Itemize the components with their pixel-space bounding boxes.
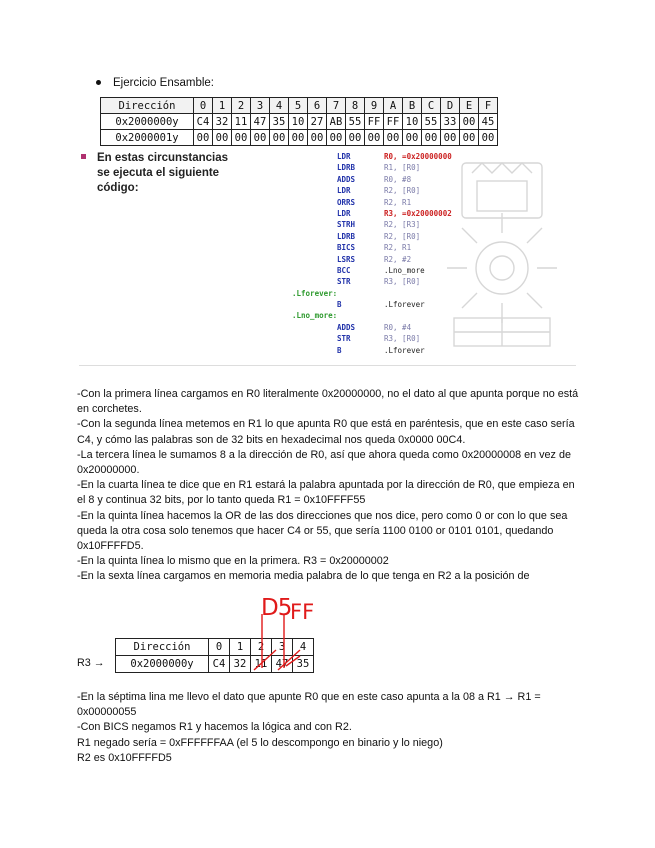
code-operands: .Lforever (384, 300, 425, 310)
code-opcode: ORRS (337, 197, 356, 207)
slide-text-line: se ejecuta el siguiente (97, 167, 220, 179)
byte-cell: 3 (272, 639, 293, 656)
byte-cell: 00 (194, 130, 213, 146)
byte-cell: 45 (479, 114, 498, 130)
paragraph: -Con BICS negamos R1 y hacemos la lógica and con R2. (77, 721, 352, 734)
byte-cell: 9 (365, 98, 384, 114)
byte-cell: 10 (403, 114, 422, 130)
code-operands: R2, [R3] (384, 220, 421, 230)
paragraph: -En la quinta línea lo mismo que en la primera. R3 = 0x20000002 (77, 555, 389, 568)
byte-cell: 00 (365, 130, 384, 146)
byte-cell: 00 (460, 114, 479, 130)
address-cell: Dirección (101, 98, 194, 114)
address-cell: 0x2000000y (101, 114, 194, 130)
code-opcode: ADDS (337, 174, 356, 184)
code-operands: R2, [R0] (384, 231, 421, 241)
paragraph: -Con la segunda línea metemos en R1 lo que apunta R0 que está en paréntesis, que en este caso sería C4, y cómo las palabras son de 32 bits en hexadecimal nos queda 0x0000 00C4. (77, 418, 575, 446)
university-crest-icon (432, 153, 572, 353)
code-operands: R2, R1 (384, 197, 412, 207)
byte-cell: 3 (251, 98, 270, 114)
code-label: .Lforever: (292, 288, 338, 298)
byte-cell: 4 (293, 639, 314, 656)
table-row (101, 114, 498, 130)
code-operands: R0, #4 (384, 322, 412, 332)
byte-cell: 7 (327, 98, 346, 114)
byte-cell: B (403, 98, 422, 114)
byte-cell: 11 (232, 114, 251, 130)
code-opcode: B (337, 345, 342, 355)
byte-cell: D (441, 98, 460, 114)
byte-cell: 00 (384, 130, 403, 146)
address-cell: 0x2000000y (116, 656, 209, 673)
bullet-dot-icon (96, 80, 101, 85)
code-opcode: LDR (337, 186, 351, 196)
small-memory-table (115, 638, 314, 673)
paragraph: R1 negado sería = 0xFFFFFFAA (el 5 lo descompongo en binario y lo niego) (77, 736, 443, 749)
table-row (101, 98, 498, 114)
code-opcode: LDR (337, 152, 351, 161)
byte-cell: 47 (251, 114, 270, 130)
byte-cell: 5 (289, 98, 308, 114)
code-operands: .Lforever (384, 345, 425, 355)
byte-cell: 55 (346, 114, 365, 130)
byte-cell: 11 (251, 656, 272, 673)
bullet-heading-text: Ejercicio Ensamble: (113, 77, 214, 89)
byte-cell: F (479, 98, 498, 114)
byte-cell: C (422, 98, 441, 114)
explanation-paragraphs-2 (77, 690, 582, 766)
code-opcode: LDRB (337, 231, 356, 241)
byte-cell: FF (365, 114, 384, 130)
memory-table (100, 97, 498, 146)
byte-cell: 27 (308, 114, 327, 130)
code-operands: R3, [R0] (384, 334, 421, 344)
code-operands: R2, R1 (384, 243, 412, 253)
byte-cell: 00 (403, 130, 422, 146)
byte-cell: 00 (479, 130, 498, 146)
table-row (101, 130, 498, 146)
address-cell: Dirección (116, 639, 209, 656)
code-opcode: LSRS (337, 254, 356, 264)
slide-bullet-icon (81, 154, 86, 159)
slide-text-line: código: (97, 182, 139, 194)
byte-cell: 00 (270, 130, 289, 146)
byte-cell: 8 (346, 98, 365, 114)
paragraph: -Con la primera línea cargamos en R0 literalmente 0x20000000, no el dato al que apunta porque no está en corchetes. (77, 388, 579, 416)
byte-cell: C4 (194, 114, 213, 130)
slide-text (97, 151, 247, 196)
byte-cell: 1 (230, 639, 251, 656)
byte-cell: 00 (232, 130, 251, 146)
byte-cell: 00 (422, 130, 441, 146)
byte-cell: 00 (327, 130, 346, 146)
byte-cell: AB (327, 114, 346, 130)
byte-cell: 0 (194, 98, 213, 114)
byte-cell: FF (384, 114, 403, 130)
code-opcode: BCC (337, 265, 351, 275)
bullet-heading (96, 77, 214, 89)
code-operands: R2, [R0] (384, 186, 421, 196)
paragraph: -En la cuarta línea te dice que en R1 estará la palabra apuntada por la dirección de R0, que empieza en el 8 y continua 32 bits, por lo tanto queda R1 = 0x10FFFF55 (77, 479, 575, 507)
byte-cell: 2 (232, 98, 251, 114)
paragraph: -En la quinta línea hacemos la OR de las dos direcciones que nos dice, pero como 0 or con lo que sea queda la otra cosa solo tenemos que hacer C4 or 55, que sería 1100 0100 or 0101 0101, quedando 0x10FFFFD5. (77, 509, 568, 553)
code-opcode: ADDS (337, 322, 356, 332)
code-operands: R0, =0x20000000 (384, 152, 452, 161)
explanation-paragraphs (77, 387, 582, 585)
byte-cell: 6 (308, 98, 327, 114)
byte-cell: 10 (289, 114, 308, 130)
paragraph: -En la sexta línea cargamos en memoria media palabra de lo que tenga en R2 a la posición de (77, 570, 530, 583)
code-opcode: BICS (337, 243, 356, 253)
table-row (116, 639, 314, 656)
code-operands: R3, =0x20000002 (384, 208, 452, 218)
byte-cell: 00 (308, 130, 327, 146)
r3-label: R3 → (77, 657, 105, 669)
byte-cell: 00 (289, 130, 308, 146)
paragraph: -En la séptima lina me llevo el dato que apunte R0 que en este caso apunta a la 08 a R1 → R1 = 0x00000055 (77, 691, 541, 719)
byte-cell: 32 (213, 114, 232, 130)
slide-image (79, 147, 576, 366)
byte-cell: 00 (346, 130, 365, 146)
code-opcode: STR (337, 277, 351, 287)
byte-cell: 55 (422, 114, 441, 130)
byte-cell: 35 (293, 656, 314, 673)
byte-cell: 00 (213, 130, 232, 146)
table-row (116, 656, 314, 673)
byte-cell: 0 (209, 639, 230, 656)
byte-cell: C4 (209, 656, 230, 673)
code-opcode: LDRB (337, 163, 356, 173)
code-operands: R2, #2 (384, 254, 412, 264)
paragraph: R2 es 0x10FFFFD5 (77, 751, 172, 764)
byte-cell: 00 (441, 130, 460, 146)
byte-cell: 35 (270, 114, 289, 130)
byte-cell: 4 (270, 98, 289, 114)
address-cell: 0x2000001y (101, 130, 194, 146)
code-operands: R3, [R0] (384, 277, 421, 287)
handwritten-note-2: FF (290, 600, 315, 624)
code-opcode: STRH (337, 220, 356, 230)
code-operands: .Lno_more (384, 265, 425, 275)
byte-cell: 33 (441, 114, 460, 130)
code-opcode: LDR (337, 208, 351, 218)
byte-cell: 00 (251, 130, 270, 146)
code-opcode: STR (337, 334, 351, 344)
code-opcode: B (337, 300, 342, 310)
byte-cell: 47 (272, 656, 293, 673)
code-label: .Lno_more: (292, 311, 338, 321)
byte-cell: 32 (230, 656, 251, 673)
code-operands: R0, #8 (384, 174, 412, 184)
slide-text-line: En estas circunstancias (97, 152, 229, 164)
byte-cell: 2 (251, 639, 272, 656)
byte-cell: A (384, 98, 403, 114)
byte-cell: 00 (460, 130, 479, 146)
byte-cell: E (460, 98, 479, 114)
byte-cell: 1 (213, 98, 232, 114)
code-operands: R1, [R0] (384, 163, 421, 173)
handwritten-note-1: D5 (261, 595, 292, 621)
paragraph: -La tercera línea le sumamos 8 a la dirección de R0, así que ahora queda como 0x20000008 en vez de 0x20000000. (77, 448, 571, 477)
